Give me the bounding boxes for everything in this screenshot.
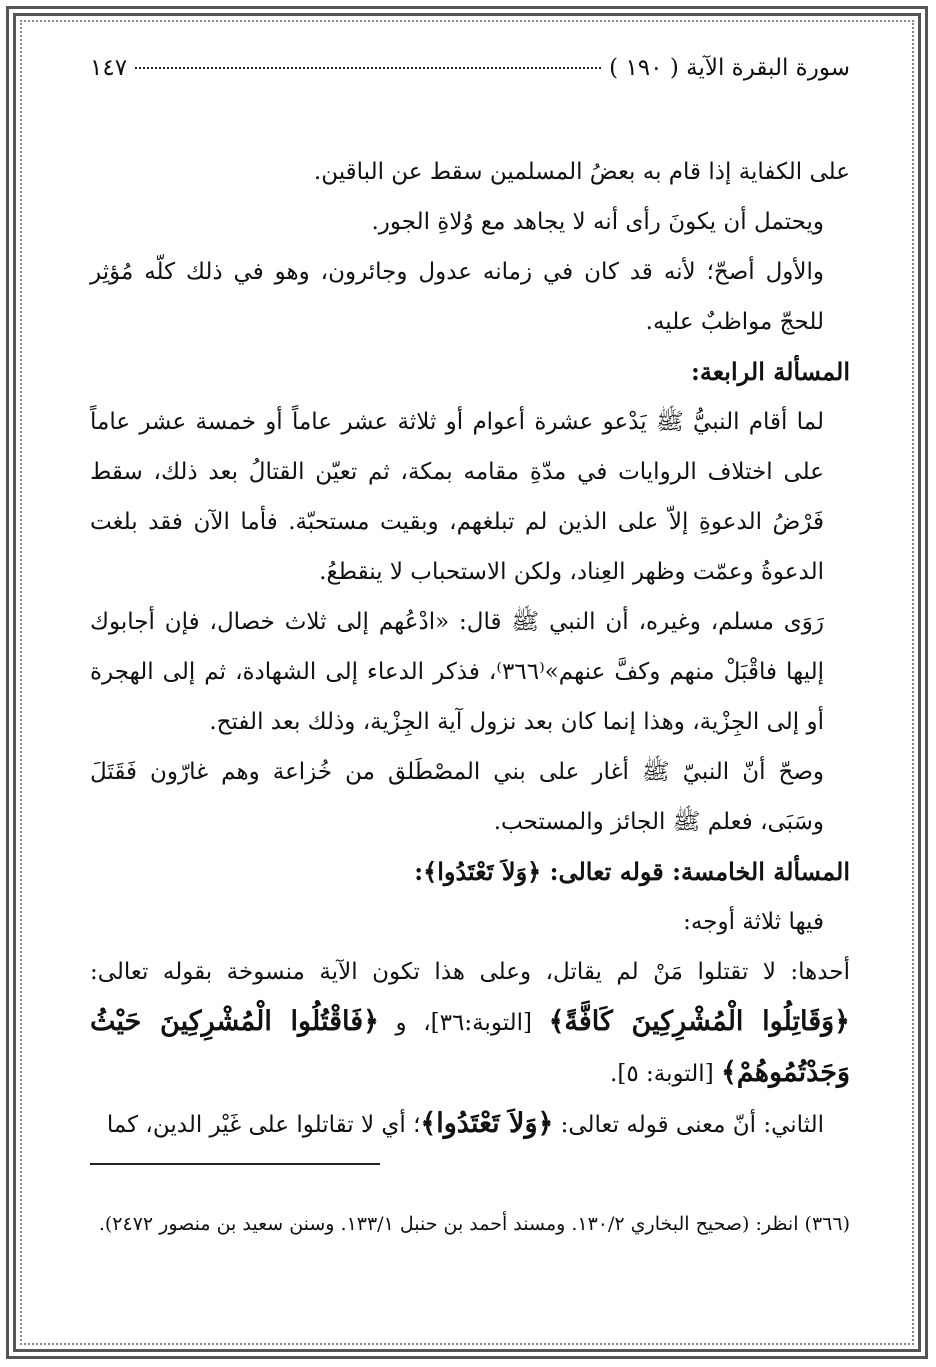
header-dot-leader <box>135 67 601 69</box>
book-page <box>90 55 850 1335</box>
paragraph-8-intro: أحدها: لا تقتلوا مَنْ لم يقاتل، وعلى هذا تكون الآية منسوخة بقوله تعالى: <box>90 959 850 985</box>
paragraph-5: رَوَى مسلم، وغيره، أن النبي ﷺ قال: «ادْعُهم إلى ثلاث خصال، فإن أجابوك إليها فاقْبَلْ منهم وكفَّ عنهم»⁽٣٦٦⁾، فذكر الدعاء إلى الشهادة، ثم إلى الهجرة أو إلى الجِزْية، وهذا إنما كان بعد نزول آية الجِزْية، وذلك بعد الفتح. <box>90 609 824 735</box>
quran-reference-2: [التوبة: ٥]. <box>610 1061 721 1087</box>
paragraph-2: ويحتمل أن يكونَ رأى أنه لا يجاهد مع وُلاةِ الجور. <box>371 209 824 235</box>
paragraph-9-end: ؛ أي لا تقاتلوا على غَيْر الدين، كما <box>106 1112 421 1138</box>
header-title: سورة البقرة الآية ( ١٩٠ ) <box>609 55 850 81</box>
paragraph-6: وصحّ أنّ النبيّ ﷺ أغار على بني المصْطَلق من خُزاعة وهم غارّون فَقَتَلَ وسَبَى، فعلم ﷺ الجائز والمستحب. <box>90 759 824 835</box>
section-heading-4: المسألة الرابعة: <box>691 357 850 386</box>
quran-quote-1: ﴿وَقَاتِلُوا الْمُشْرِكِينَ كَافَّةً﴾ <box>548 1006 850 1037</box>
paragraph-3: والأول أصحّ؛ لأنه قد كان في زمانه عدول وجائرون، وهو في ذلك كلّه مُؤثِر للحجّ مواظبٌ عليه. <box>90 259 824 335</box>
paragraph-1: على الكفاية إذا قام به بعضُ المسلمين سقط عن الباقين. <box>313 159 850 185</box>
paragraph-4: لما أقام النبيُّ ﷺ يَدْعو عشرة أعوام أو ثلاثة عشر عاماً أو خمسة عشر عاماً على اختلاف الروايات في مدّةِ مقامه بمكة، ثم تعيّن القتالُ بعد ذلك، سقط فَرْضُ الدعوةِ إلاّ على الذين لم تبلغهم، وبقيت مستحبّة. فأما الآن فقد بلغت الدعوةُ وعمّت وظهر العِناد، ولكن الاستحباب لا ينقطعُ. <box>90 409 824 585</box>
footnote-366: (٣٦٦) انظر: (صحيح البخاري ١٣٠/٢. ومسند أحمد بن حنبل ١٣٣/١. وسنن سعيد بن منصور ٢٤٧٢). <box>98 1213 850 1235</box>
paragraph-9-start: الثاني: أنّ معنى قوله تعالى: <box>553 1112 824 1138</box>
footnotes <box>90 1207 850 1241</box>
quran-quote-3: ﴿وَلاَ تَعْتَدُوا﴾ <box>420 1108 554 1139</box>
quran-reference-1: [التوبة:٣٦]، و <box>378 1010 549 1036</box>
main-text <box>90 147 850 1150</box>
paragraph-7: فيها ثلاثة أوجه: <box>683 909 824 935</box>
paragraph-8 <box>90 947 850 1099</box>
quran-quote-2: ﴿فَاقْتُلُوا الْمُشْرِكِينَ حَيْثُ وَجَدْتُمُوهُمْ﴾ <box>90 1006 850 1088</box>
page-number: ١٤٧ <box>90 55 128 81</box>
running-header <box>90 55 850 95</box>
footnote-separator <box>90 1163 380 1165</box>
paragraph-9 <box>90 1099 850 1150</box>
section-heading-5: المسألة الخامسة: قوله تعالى: ﴿وَلاَ تَعْتَدُوا﴾: <box>414 857 850 886</box>
